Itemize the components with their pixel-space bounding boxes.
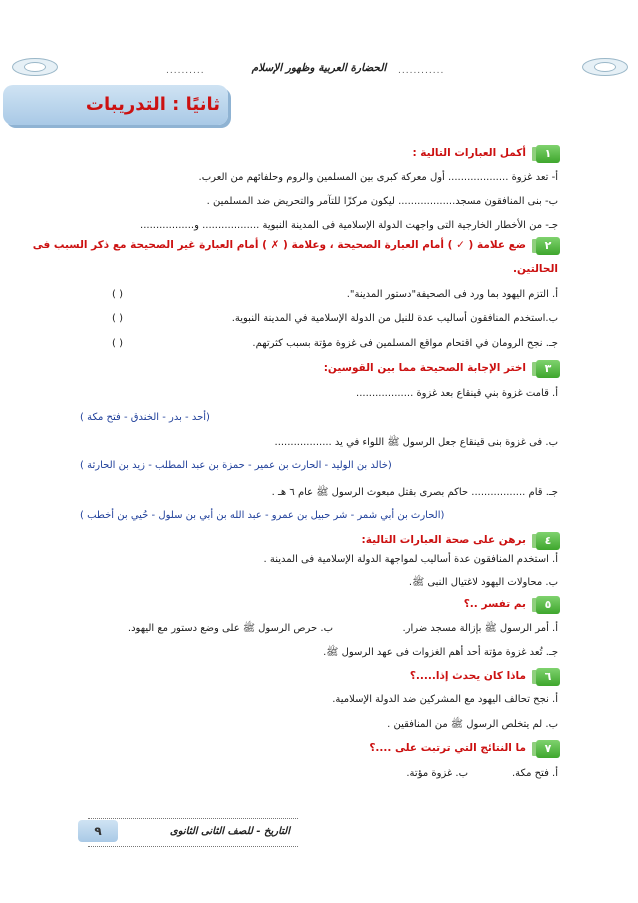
question-number-7: ٧ (536, 740, 560, 758)
answer-box-2a[interactable]: ( ) (112, 289, 123, 300)
question-5-item-c: جـ. تُعد غزوة مؤتة أحد أهم الغزوات فى عهد الرسول ﷺ. (323, 647, 558, 658)
question-number-2: ٢ (536, 237, 560, 255)
question-3-choices-b: ( خالد بن الوليد - الحارث بن عمير - حمزة بن عبد المطلب - زيد بن الحارثة) (80, 460, 392, 471)
section-title: ثانيًا : التدريبات (85, 94, 220, 115)
header-dots-right: ............ (398, 66, 445, 76)
footer-text: التاريخ - للصف الثانى الثانوى (169, 826, 290, 837)
question-3-item-c: جـ. قام ................. حاكم بصرى بقتل مبعوث الرسول ﷺ عام ٦ هـ . (271, 487, 558, 498)
question-2-heading-cont: الحالتين. (512, 263, 558, 275)
question-number-6: ٦ (536, 668, 560, 686)
question-4-item-a: أ. استخدم المنافقون عدة أساليب لمواجهة الدولة الإسلامية فى المدينة . (263, 554, 558, 565)
footer-rule-top (88, 818, 298, 819)
question-2-item-c: جـ. نجح الرومان في اقتحام مواقع المسلمين فى غزوة مؤتة بسبب كثرتهم. (252, 338, 558, 349)
question-4-item-b: ب. محاولات اليهود لاغتيال النبى ﷺ. (408, 577, 558, 588)
footer-rule-bottom (88, 846, 298, 847)
question-1-heading: أكمل العبارات التالية : (412, 147, 526, 159)
question-1-item-a: أ- تعد غزوة ................... أول معركة كبرى بين المسلمين والروم وحلفائهم من العرب. (198, 172, 558, 183)
question-2-item-a: أ. التزم اليهود بما ورد فى الصحيفة"دستور المدينة". (346, 289, 558, 300)
question-1-item-b: ب- بنى المنافقون مسجد.................. ليكون مركزًا للتآمر والتحريض ضد المسلمين . (206, 196, 558, 207)
question-6-item-b: ب. لم يتخلص الرسول ﷺ من المنافقين . (387, 719, 558, 730)
page-number: ٩ (78, 820, 118, 842)
answer-box-2b[interactable]: ( ) (112, 313, 123, 324)
question-number-4: ٤ (536, 532, 560, 550)
question-3-item-a: أ. قامت غزوة بني قينقاع بعد غزوة .................. (356, 388, 558, 399)
answer-box-2c[interactable]: ( ) (112, 338, 123, 349)
question-4-heading: برهن على صحة العبارات التالية: (361, 534, 526, 546)
question-5-item-b: ب. حرص الرسول ﷺ على وضع دستور مع اليهود. (127, 623, 333, 634)
question-3-choices-c: ( الحارث بن أبي شمر - شر حبيل بن عمرو - عبد الله بن أبي بن سلول - حُيي بن أخطب) (80, 510, 445, 521)
question-7-item-b: ب. غزوة مؤتة. (406, 768, 468, 779)
question-3-item-b: ب. فى غزوة بنى قينقاع جعل الرسول ﷺ اللواء في يد .................. (274, 437, 558, 448)
question-2-item-b: ب.استخدم المنافقون أساليب عدة للنيل من الدولة الإسلامية في المدينة النبوية. (231, 313, 558, 324)
header-dots-left: .......... (166, 66, 205, 76)
question-7-heading: ما النتائج التي ترتبت على ....؟ (369, 742, 526, 754)
question-3-heading: اختر الإجابة الصحيحة مما بين القوسين: (323, 362, 526, 374)
question-5-item-a: أ. أمر الرسول ﷺ بإزالة مسجد ضرار. (402, 623, 558, 634)
question-7-item-a: أ. فتح مكة. (512, 768, 558, 779)
question-5-heading: بم تفسر ..؟ (463, 598, 526, 610)
question-number-1: ١ (536, 145, 560, 163)
question-6-heading: ماذا كان يحدث إذا.....؟ (409, 670, 526, 682)
question-3-choices-a: ( أحد - بدر - الخندق - فتح مكة) (80, 412, 210, 423)
question-number-5: ٥ (536, 596, 560, 614)
question-number-3: ٣ (536, 360, 560, 378)
header-title: الحضارة العربية وظهور الإسلام (251, 62, 387, 74)
question-6-item-a: أ. نجح تحالف اليهود مع المشركين ضد الدولة الإسلامية. (332, 694, 558, 705)
question-1-item-c: جـ- من الأخطار الخارجية التى واجهت الدولة الإسلامية فى المدينة النبوية .................. و................. (140, 220, 558, 231)
question-2-heading: ضع علامة ( ✓ ) أمام العبارة الصحيحة ، وعلامة ( ✗ ) أمام العبارة غير الصحيحة مع ذكر السبب فى (32, 239, 526, 251)
